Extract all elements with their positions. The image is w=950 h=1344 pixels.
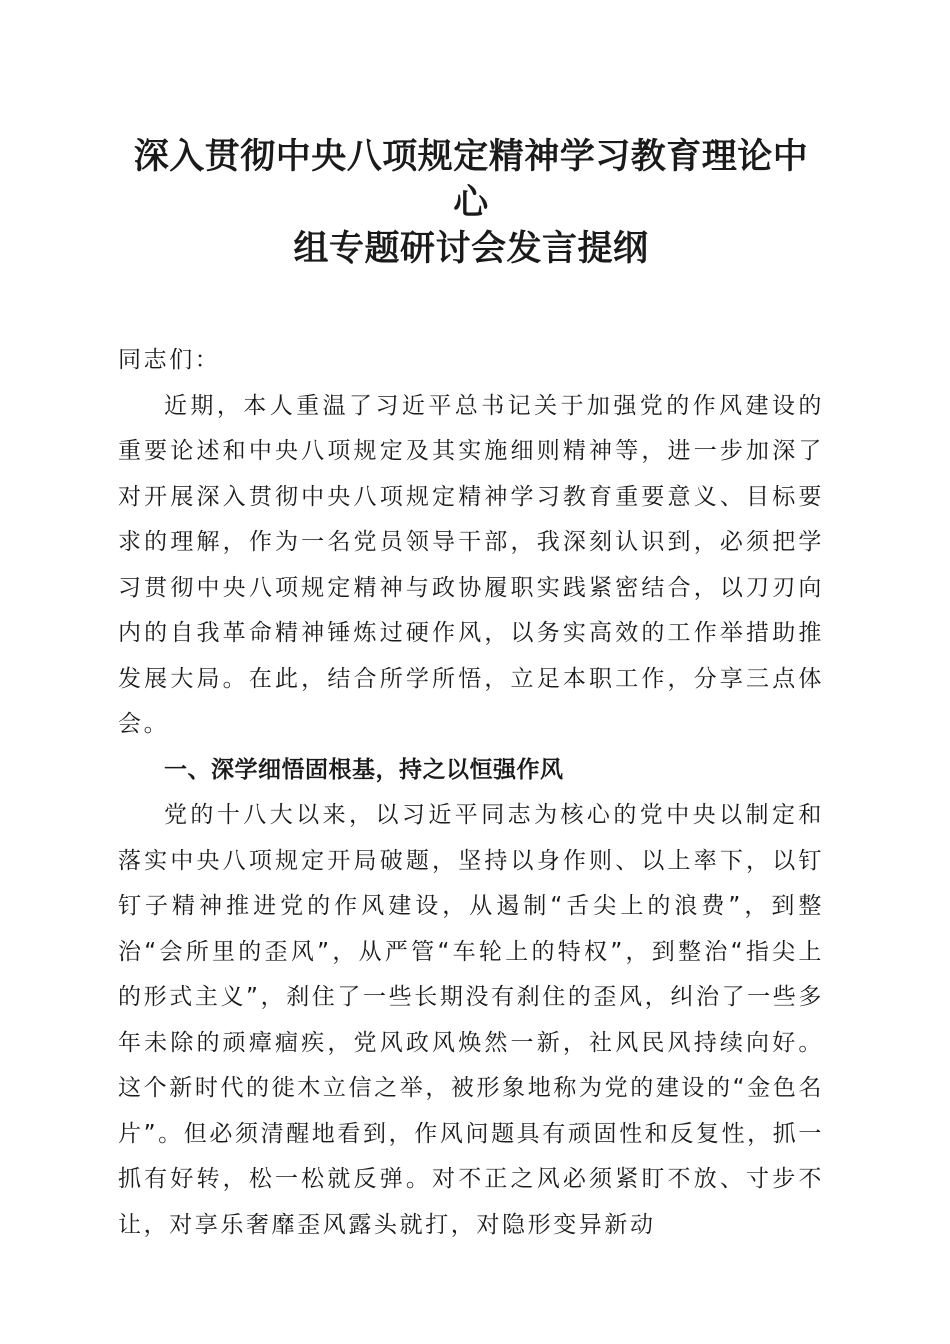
document-page <box>118 134 824 1248</box>
title-line-1: 深入贯彻中央八项规定精神学习教育理论中心 <box>133 136 809 223</box>
salutation: 同志们： <box>118 347 221 373</box>
paragraph-intro: 近期，本人重温了习近平总书记关于加强党的作风建设的重要论述和中央八项规定及其实施细则精神等，进一步加深了对开展深入贯彻中央八项规定精神学习教育重要意义、目标要求的理解，作为一名党员领导干部，我深刻认识到，必须把学习贯彻中央八项规定精神与政协履职实践紧密结合，以刀刃向内的自我革命精神锤炼过硬作风，以务实高效的工作举措助推发展大局。在此，结合所学所悟，立足本职工作，分享三点体会。 <box>118 392 824 737</box>
paragraph-section-1: 党的十八大以来，以习近平同志为核心的党中央以制定和落实中央八项规定开局破题，坚持以身作则、以上率下，以钉钉子精神推进党的作风建设，从遏制“舌尖上的浪费”，到整治“会所里的歪风”，从严管“车轮上的特权”，到整治“指尖上的形式主义”，刹住了一些长期没有刹住的歪风，纠治了一些多年未除的顽瘴痼疾，党风政风焕然一新，社风民风持续向好。这个新时代的徙木立信之举，被形象地称为党的建设的“金色名片”。但必须清醒地看到，作风问题具有顽固性和反复性，抓一抓有好转，松一松就反弹。对不正之风必须紧盯不放、寸步不让，对享乐奢靡歪风露头就打，对隐形变异新动 <box>118 802 824 1238</box>
section-heading-1: 一、深学细悟固根基，持之以恒强作风 <box>164 756 564 783</box>
document-title <box>118 134 824 272</box>
title-line-2: 组专题研讨会发言提纲 <box>293 228 649 269</box>
